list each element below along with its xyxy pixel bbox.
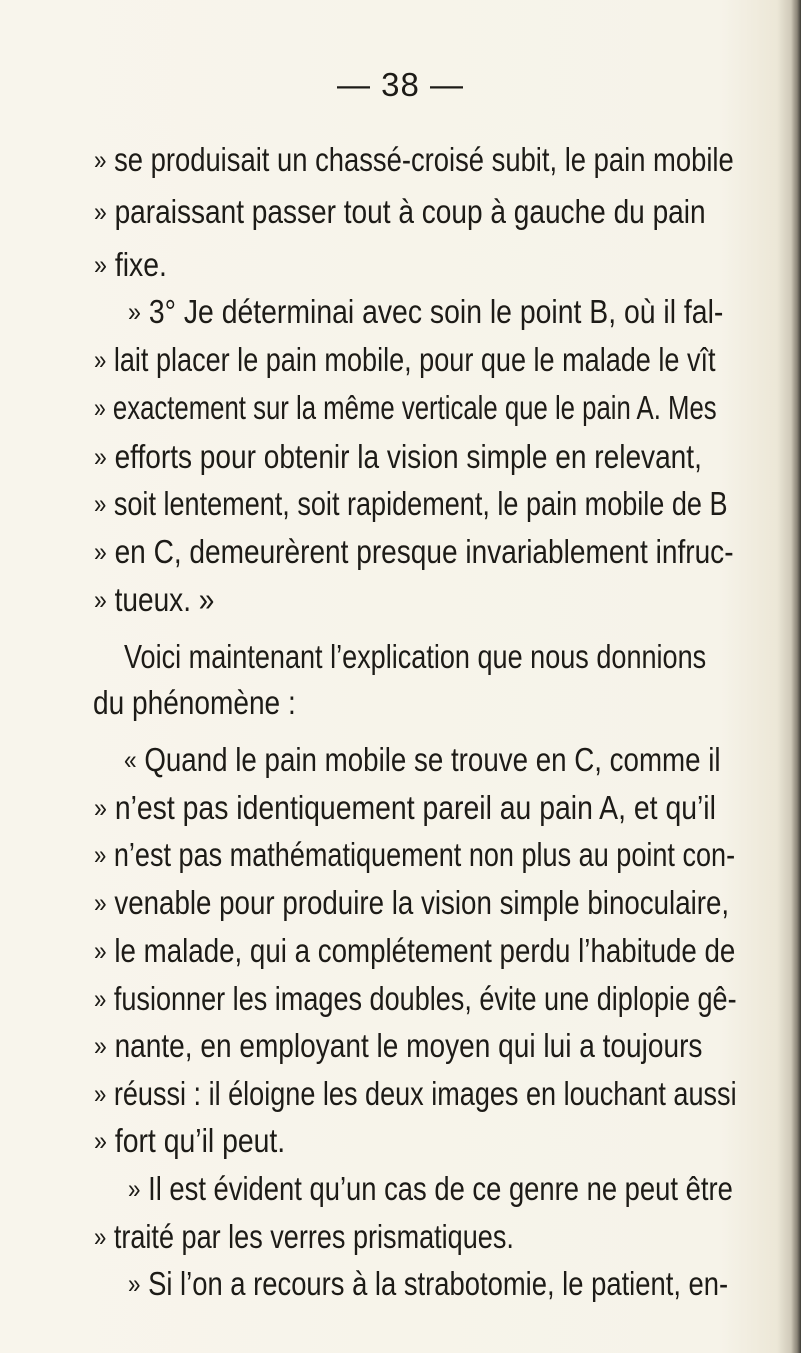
line-text: nante, en employant le moyen qui lui a toujours (114, 1027, 703, 1064)
line-marker: » (94, 840, 107, 870)
text-line (94, 343, 716, 376)
text-line (94, 934, 735, 967)
line-text: lait placer le pain mobile, pour que le malade le vît (113, 341, 716, 378)
page-number: — 38 — (336, 66, 465, 103)
line-text: n’est pas identiquement pareil au pain A, et qu’il (114, 789, 716, 826)
line-text: paraissant passer tout à coup à gauche du pain (114, 193, 706, 230)
line-text: efforts pour obtenir la vision simple en relevant, (114, 438, 702, 475)
text-line (94, 535, 734, 568)
line-marker: » (94, 250, 107, 280)
line-marker: » (94, 1126, 107, 1156)
line-text: soit lentement, soit rapidement, le pain mobile de B (113, 485, 728, 522)
text-line (94, 391, 717, 424)
line-marker: » (94, 489, 107, 519)
line-text: réussi : il éloigne les deux images en louchant aussi (113, 1075, 737, 1112)
text-line (94, 838, 735, 871)
line-text: Il est évident qu’un cas de ce genre ne peut être (148, 1170, 733, 1207)
line-marker: » (128, 1269, 141, 1299)
line-text: le malade, qui a complétement perdu l’habitude de (114, 932, 736, 969)
line-marker: » (94, 793, 107, 823)
text-line (94, 791, 716, 824)
text-line (124, 743, 721, 776)
line-text: venable pour produire la vision simple binoculaire, (114, 884, 730, 921)
text-line (94, 982, 737, 1015)
line-text: exactement sur la même verticale que le pain A. Mes (112, 389, 717, 426)
text-line (94, 583, 214, 616)
line-text: en C, demeurèrent presque invariablement infruc- (114, 533, 734, 570)
text-line (94, 886, 729, 919)
line-marker: » (94, 145, 107, 175)
line-marker: » (94, 393, 106, 423)
line-marker: » (94, 936, 107, 966)
text-line (94, 143, 734, 176)
text-line (128, 1172, 733, 1205)
text-line (94, 1220, 514, 1253)
line-marker: » (128, 297, 141, 327)
line-text: fort qu’il peut. (114, 1122, 286, 1159)
line-text: Quand le pain mobile se trouve en C, comme il (144, 741, 721, 778)
line-marker: » (94, 585, 107, 615)
line-marker: » (94, 984, 107, 1014)
line-marker: » (94, 197, 107, 227)
text-line (94, 1124, 285, 1157)
line-text: fusionner les images doubles, évite une diplopie gê- (113, 980, 737, 1017)
line-marker: » (94, 345, 107, 375)
line-marker: » (94, 1222, 107, 1252)
line-text: Voici maintenant l’explication que nous donnions (124, 638, 707, 675)
line-text: Si l’on a recours à la strabotomie, le patient, en- (148, 1265, 729, 1302)
page-edge-shadow (791, 0, 801, 1353)
line-marker: « (124, 745, 137, 775)
text-line (93, 686, 296, 719)
text-line (128, 1267, 728, 1300)
line-text: fixe. (114, 246, 167, 283)
line-marker: » (94, 537, 107, 567)
text-line (128, 295, 723, 328)
line-text: traité par les verres prismatiques. (113, 1218, 514, 1255)
line-marker: » (94, 1079, 107, 1109)
line-marker: » (94, 888, 107, 918)
text-line (124, 640, 706, 673)
line-text: du phénomène : (93, 684, 296, 721)
line-marker: » (94, 1031, 107, 1061)
text-line (94, 487, 728, 520)
line-text: se produisait un chassé-croisé subit, le pain mobile (114, 141, 734, 178)
line-text: tueux. » (114, 581, 215, 618)
line-marker: » (94, 442, 107, 472)
line-text: 3° Je déterminai avec soin le point B, où il fal- (148, 293, 724, 330)
text-line (94, 1077, 737, 1110)
line-text: n’est pas mathématiquement non plus au point con- (113, 836, 736, 873)
text-line (94, 248, 167, 281)
text-line (94, 195, 706, 228)
line-marker: » (128, 1174, 141, 1204)
text-line (94, 440, 702, 473)
text-line (94, 1029, 702, 1062)
